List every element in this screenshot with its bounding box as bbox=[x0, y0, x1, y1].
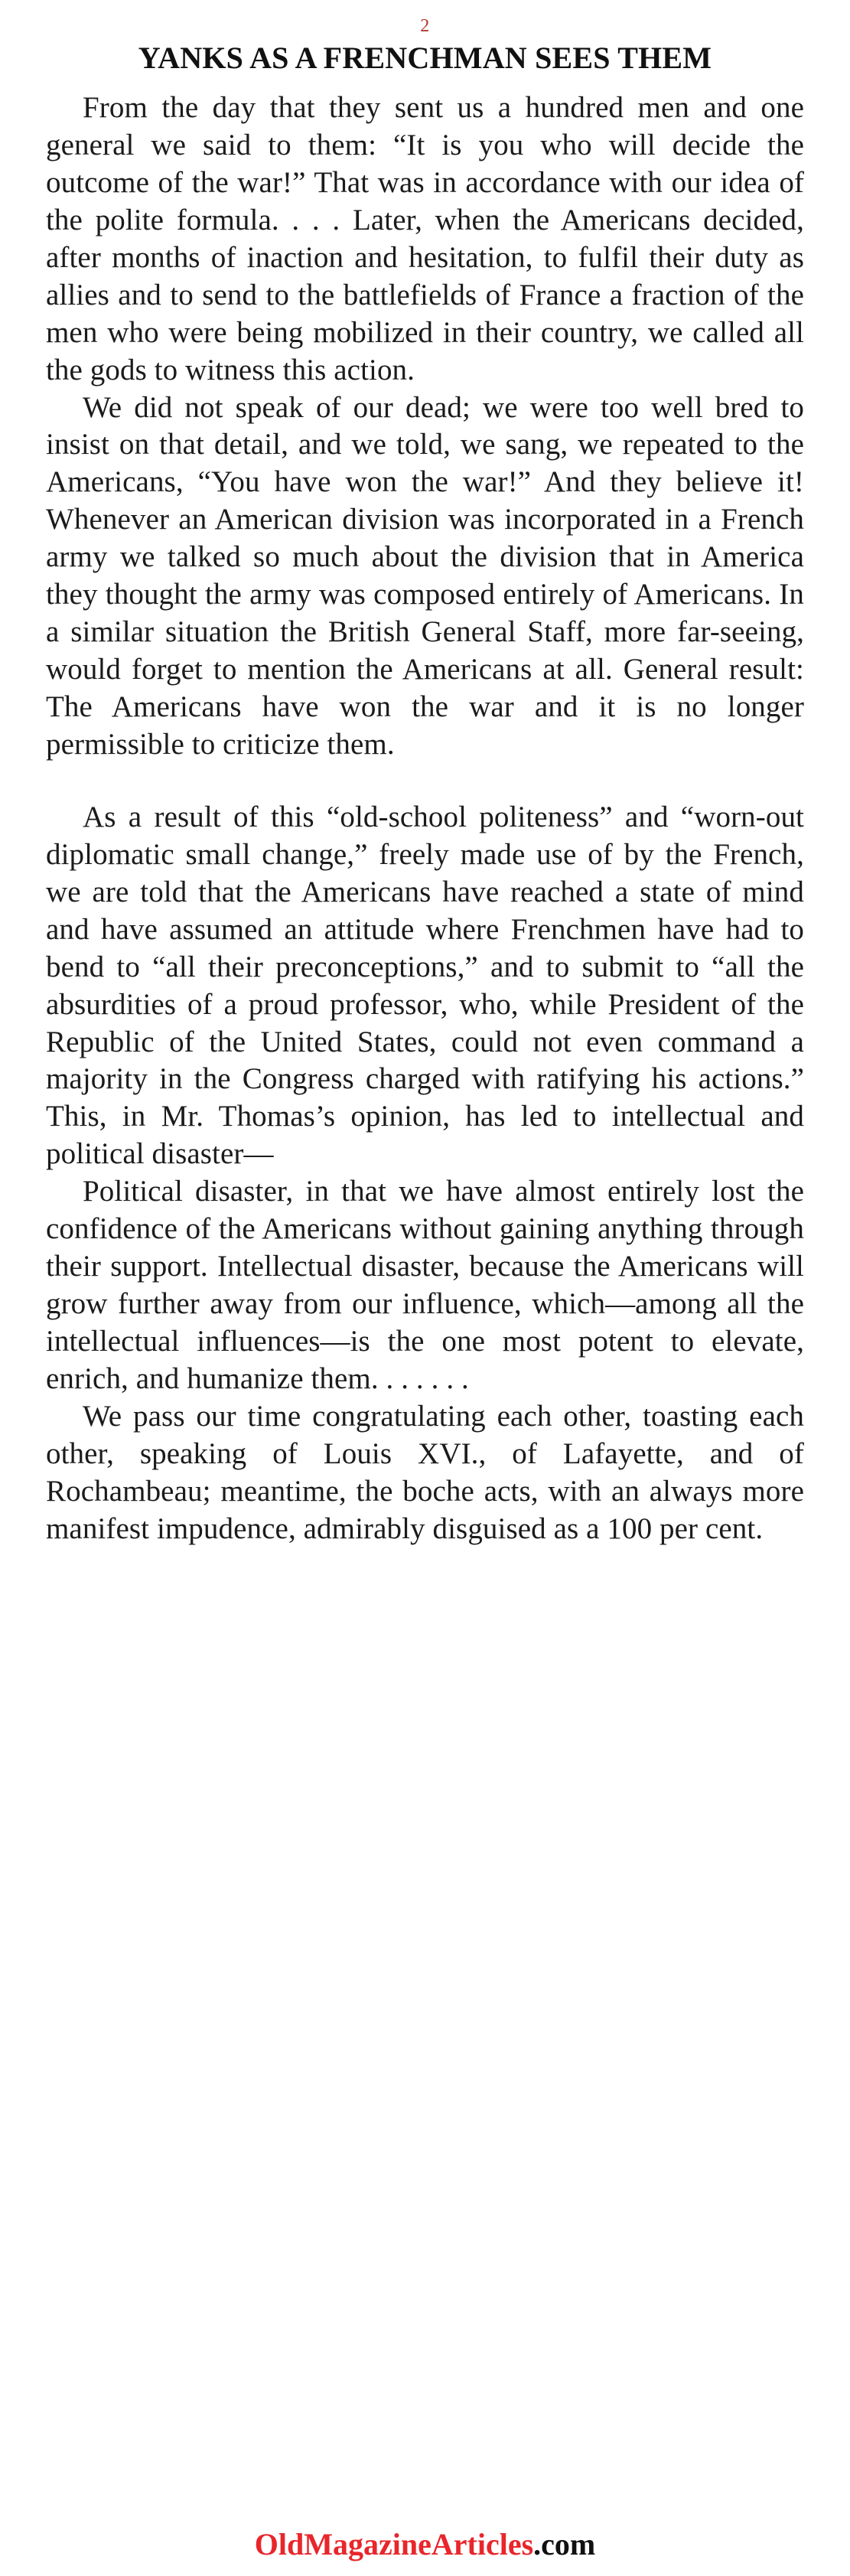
site-watermark-tld: .com bbox=[533, 2527, 596, 2561]
site-watermark-name: OldMagazineArticles bbox=[254, 2527, 534, 2561]
page-number: 2 bbox=[420, 16, 430, 36]
article-body bbox=[46, 90, 804, 1548]
article-paragraph: We pass our time congratulating each other, toasting each other, speaking of Louis XVI., of Lafayette, and of Rochambeau; meantime, the boche acts, with an always more manifest impudence, admirably disguised as a 100 per cent. bbox=[46, 1399, 804, 1545]
article-paragraph: As a result of this “old-school politeness” and “worn-out diplomatic small change,” freely made use of by the French, we are told that the Americans have reached a state of mind and have assumed an attitude where Frenchmen have had to bend to “all their preconceptions,” and to submit to “all the absurdities of a proud professor, who, while President of the Republic of the United States, could not even command a majority in the Congress charged with ratifying his actions.” This, in Mr. Thomas’s opinion, has led to intellectual and political disaster— bbox=[46, 800, 804, 1171]
page-title: YANKS AS A FRENCHMAN SEES THEM bbox=[138, 41, 712, 75]
site-watermark bbox=[0, 2526, 850, 2562]
article-paragraph: Political disaster, in that we have almost entirely lost the confidence of the Americans without gaining anything through their support. Intellectual disaster, because the Americans will grow further away from our influence, which—among all the intellectual influences—is the one most potent to elevate, enrich, and humanize them. . . . . . . bbox=[46, 1175, 804, 1395]
article-paragraph: We did not speak of our dead; we were too well bred to insist on that detail, and we told, we sang, we repeated to the Americans, “You have won the war!” And they believe it! Whenever an American division was incorporated in a French army we talked so much about the division that in America they thought the army was composed entirely of Americans. In a similar situation the British General Staff, more far-seeing, would forget to mention the Americans at all. General result: The Americans have won the war and it is no longer permissible to criticize them. bbox=[46, 390, 804, 761]
article-paragraph: From the day that they sent us a hundred men and one general we said to them: “It is you who will decide the outcome of the war!” That was in accordance with our idea of the polite formula. . . . Later, when the Americans decided, after months of inaction and hesitation, to fulfil their duty as allies and to send to the battlefields of France a fraction of the men who were being mobilized in their country, we called all the gods to witness this action. bbox=[46, 91, 804, 386]
